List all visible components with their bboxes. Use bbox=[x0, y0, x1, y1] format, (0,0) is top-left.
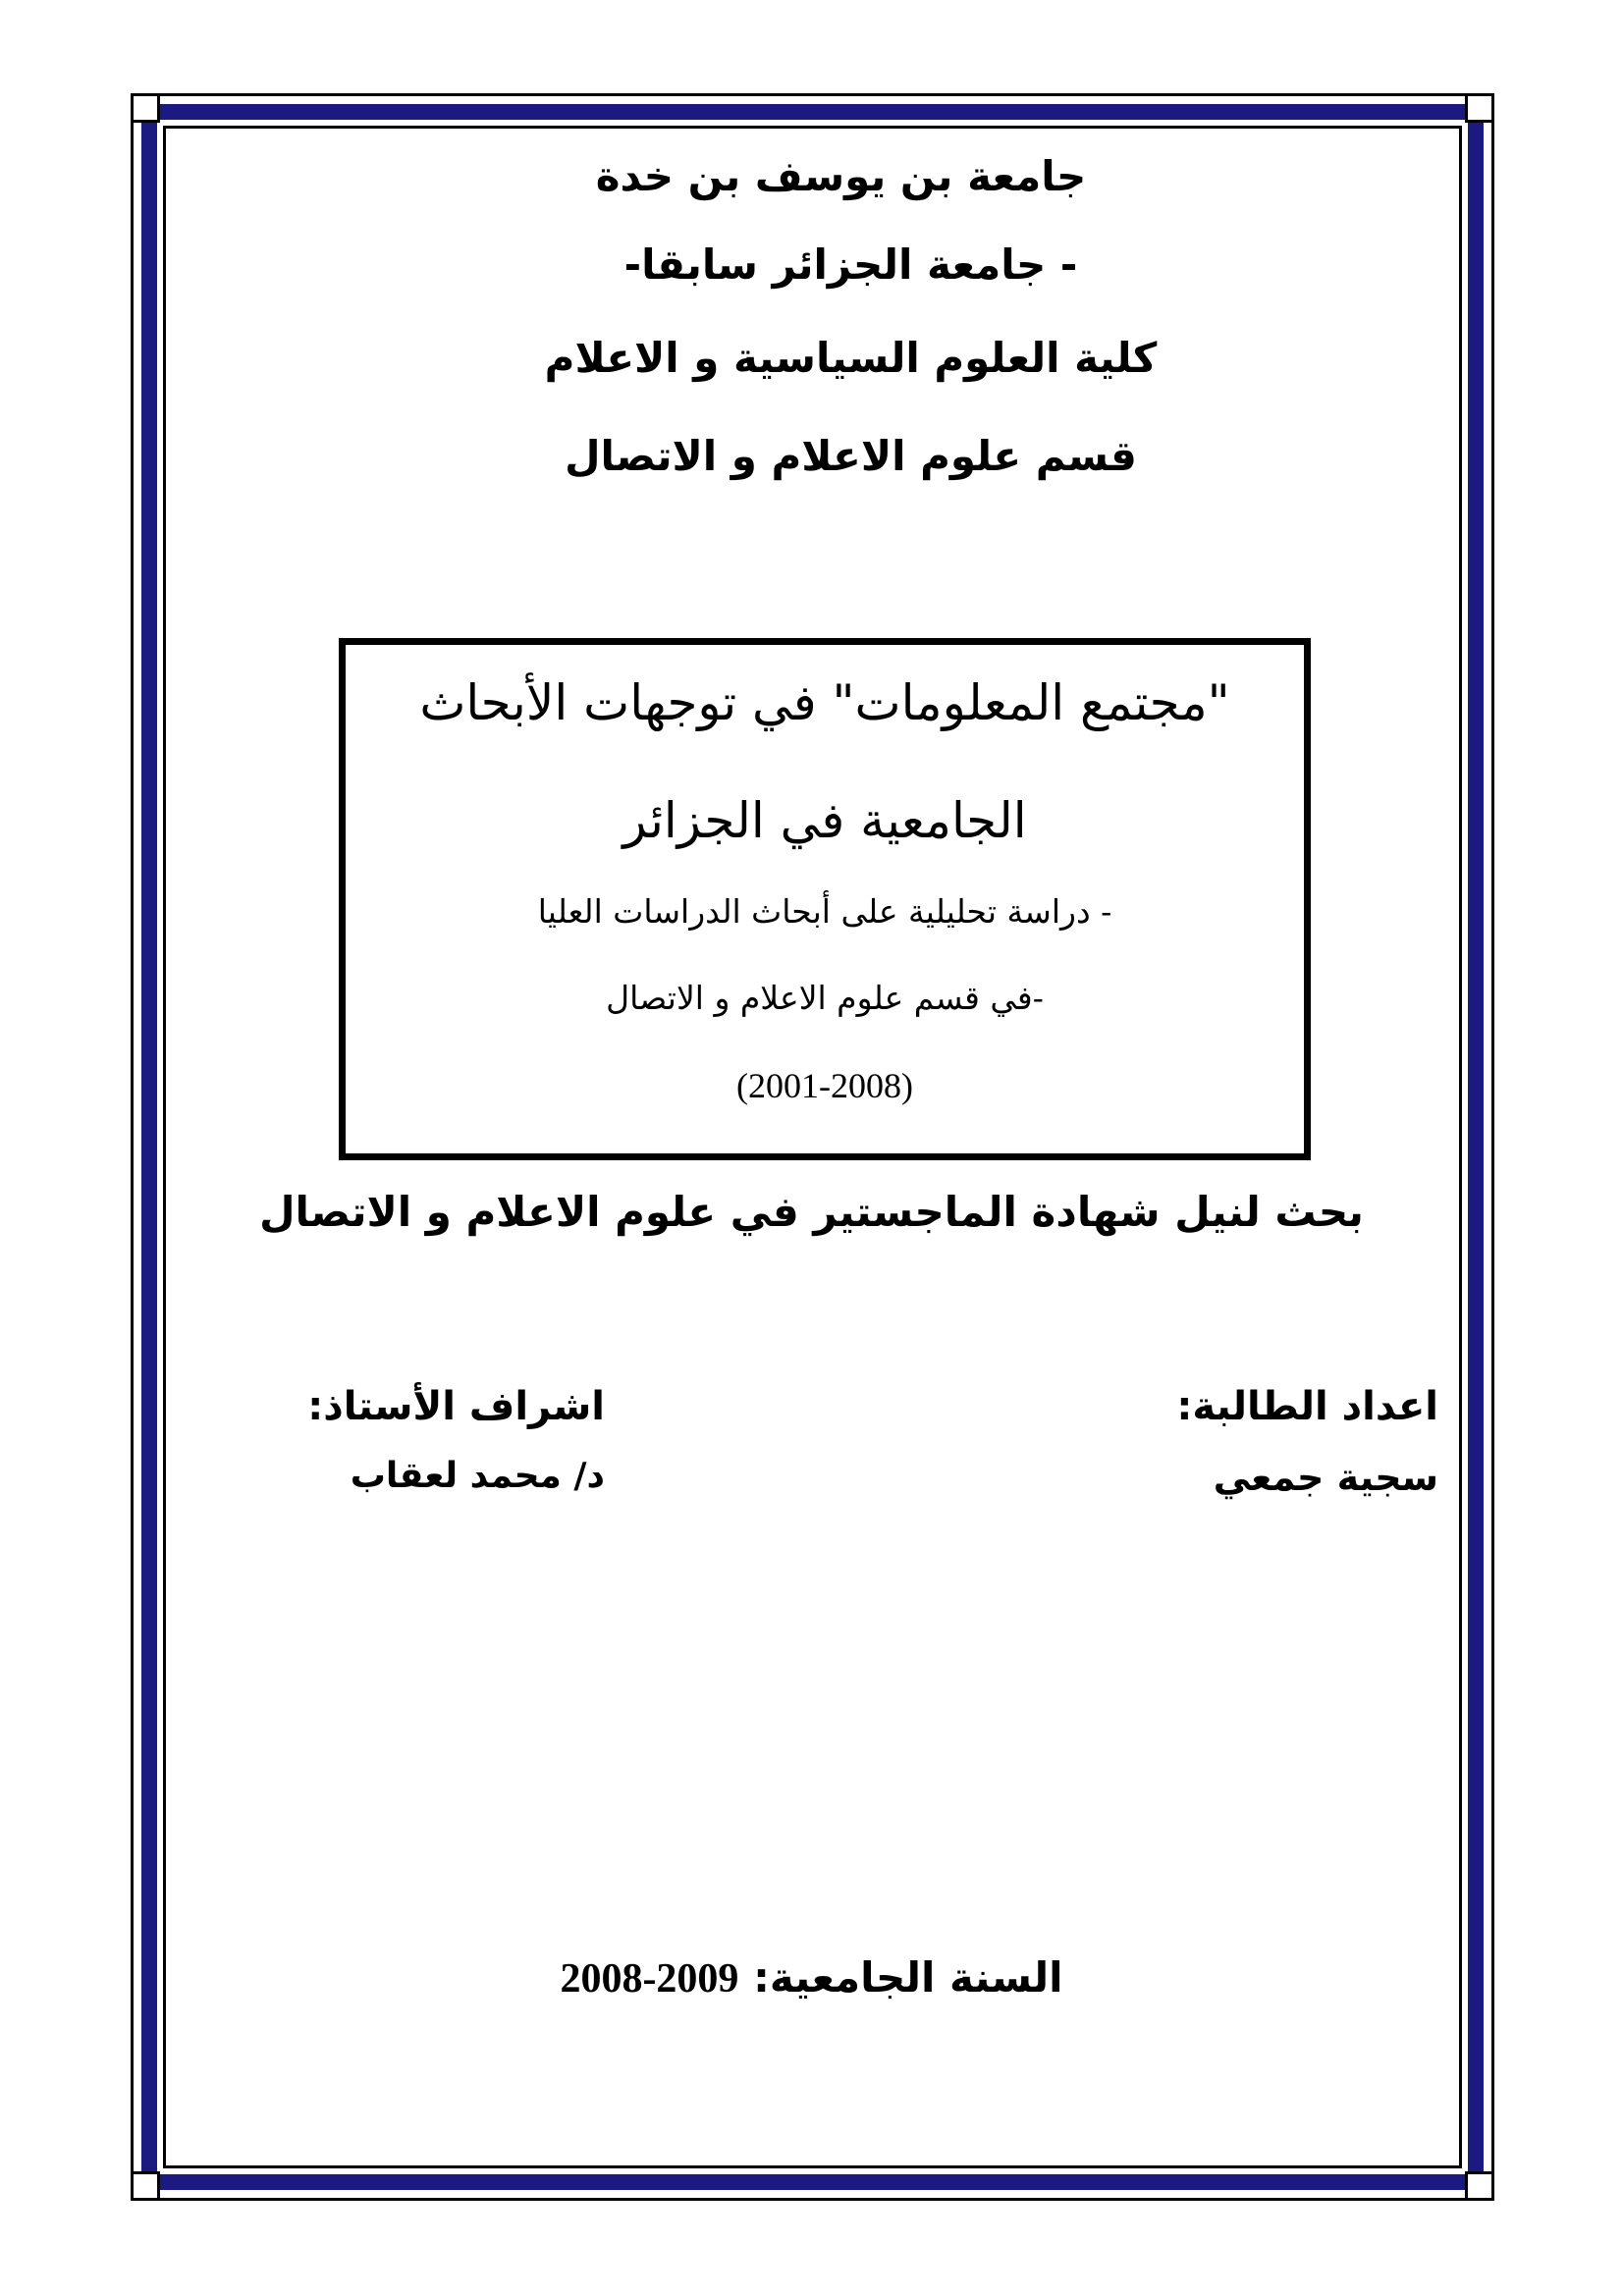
thesis-title-line-2: الجامعية في الجزائر bbox=[622, 792, 1027, 849]
academic-year-label: السنة الجامعية: bbox=[753, 1953, 1063, 2002]
academic-year bbox=[0, 1953, 1623, 2002]
frame-corner-top-left bbox=[131, 93, 160, 123]
thesis-title-line-1: "مجتمع المعلومات" في توجهات الأبحاث bbox=[419, 674, 1230, 731]
academic-year-value: 2008-2009 bbox=[560, 1956, 739, 2002]
supervisor-label: اشراف الأستاذ: bbox=[307, 1384, 605, 1429]
faculty-name: كلية العلوم السياسية و الاعلام bbox=[544, 334, 1158, 382]
frame-corner-bottom-left bbox=[131, 2171, 160, 2201]
student-name: سجية جمعي bbox=[1213, 1456, 1438, 1499]
frame-corner-bottom-right bbox=[1465, 2171, 1494, 2201]
supervisor-name: د/ محمد لعقاب bbox=[350, 1456, 605, 1496]
university-former-name: - جامعة الجزائر سابقا- bbox=[623, 240, 1078, 289]
student-label: اعداد الطالبة: bbox=[1176, 1384, 1438, 1429]
thesis-subtitle-line-2: -في قسم علوم الاعلام و الاتصال bbox=[606, 979, 1044, 1017]
study-period: (2001-2008) bbox=[736, 1066, 913, 1105]
university-name: جامعة بن يوسف بن خدة bbox=[595, 152, 1087, 200]
thesis-title-box bbox=[339, 638, 1311, 1160]
department-name: قسم علوم الاعلام و الاتصال bbox=[565, 432, 1137, 480]
degree-statement: بحث لنيل شهادة الماجستير في علوم الاعلام و الاتصال bbox=[259, 1188, 1364, 1236]
thesis-subtitle-line-1: - دراسة تحليلية على أبحاث الدراسات العليا bbox=[537, 892, 1112, 931]
frame-corner-top-right bbox=[1465, 93, 1494, 123]
